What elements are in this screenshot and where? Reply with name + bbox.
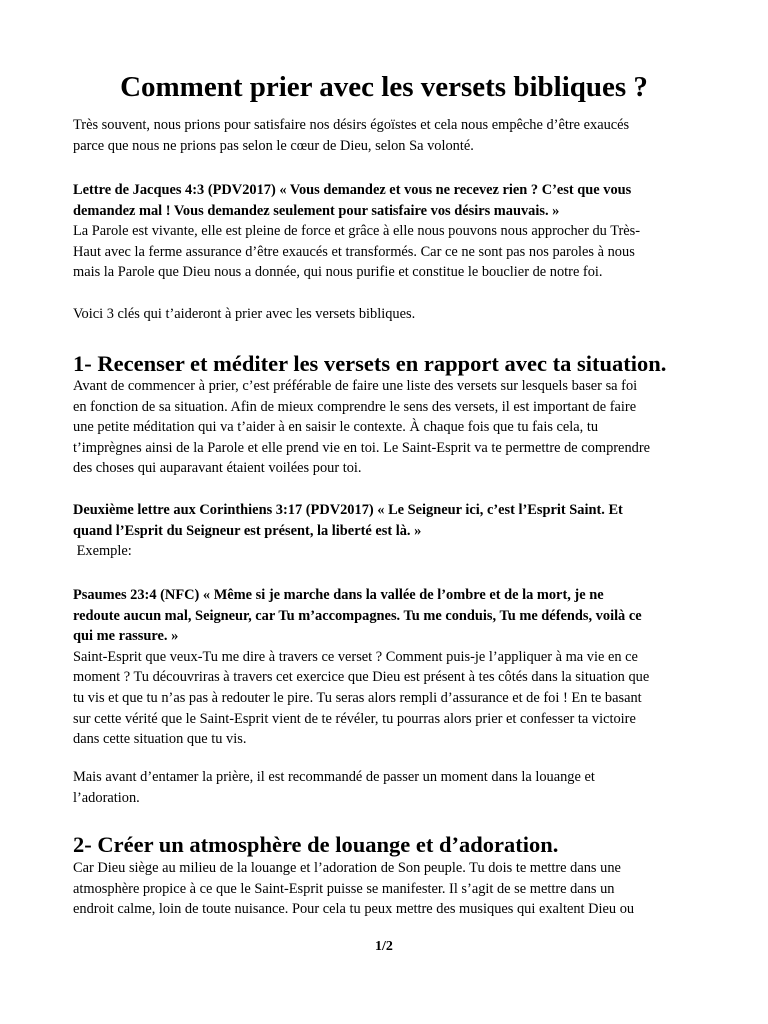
text-line: une petite méditation qui va t’aider à en saisir le contexte. À chaque fois que tu fais cela, tu	[73, 419, 599, 436]
keys-intro-paragraph	[73, 304, 703, 325]
louange-paragraph	[73, 767, 703, 808]
verse-corinthiens	[73, 500, 703, 562]
intro-paragraph	[73, 115, 703, 156]
verse-line: Psaumes 23:4 (NFC) « Même si je marche dans la vallée de l’ombre et de la mort, je ne	[73, 587, 604, 603]
text-line: La Parole est vivante, elle est pleine de force et grâce à elle nous pouvons nous approcher du Très-	[73, 223, 641, 240]
text-line: Mais avant d’entamer la prière, il est recommandé de passer un moment dans la louange et	[73, 769, 595, 785]
text-line: parce que nous ne prions pas selon le cœur de Dieu, selon Sa volonté.	[73, 137, 474, 154]
verse-line: Deuxième lettre aux Corinthiens 3:17 (PDV2017) « Le Seigneur ici, c’est l’Esprit Saint. Et	[73, 502, 623, 518]
document-title: Comment prier avec les versets bibliques ?	[120, 71, 648, 103]
text-line: Haut avec la ferme assurance d’être exaucés et transformés. Car ce ne sont pas nos paroles à nous	[73, 243, 635, 260]
text-line: Saint-Esprit que veux-Tu me dire à travers ce verset ? Comment puis-je l’appliquer à ma vie en ce	[73, 648, 638, 665]
text-line: Car Dieu siège au milieu de la louange et l’adoration de Son peuple. Tu dois te mettre dans une	[73, 860, 621, 876]
text-line: Très souvent, nous prions pour satisfaire nos désirs égoïstes et cela nous empêche d’être exaucés	[73, 117, 630, 133]
verse-line: redoute aucun mal, Seigneur, car Tu m’accompagnes. Tu me conduis, Tu me défends, voilà ce	[73, 607, 642, 624]
text-line: endroit calme, loin de toute nuisance. Pour cela tu peux mettre des musiques qui exaltent Dieu ou	[73, 901, 635, 918]
text-line: Voici 3 clés qui t’aideront à prier avec les versets bibliques.	[73, 306, 416, 322]
text-line: t’imprègnes ainsi de la Parole et elle prend vie en toi. Le Saint-Esprit va te permettre de comprendre	[73, 439, 651, 456]
text-line: en fonction de sa situation. Afin de mieux comprendre le sens des versets, il est important de faire	[73, 398, 637, 415]
section-1-heading: 1- Recenser et méditer les versets en rapport avec ta situation.	[73, 351, 667, 376]
verse-line: Lettre de Jacques 4:3 (PDV2017) « Vous demandez et vous ne recevez rien ? C’est que vous	[73, 182, 632, 198]
text-line: dans cette situation que tu vis.	[73, 731, 247, 748]
section-2-body	[73, 858, 703, 920]
section-2-heading: 2- Créer un atmosphère de louange et d’adoration.	[73, 832, 559, 857]
verse-psaumes	[73, 585, 703, 750]
section-1-body	[73, 376, 703, 479]
text-line: sur cette vérité que le Saint-Esprit vient de te révéler, tu pourras alors prier et confesser ta victoire	[73, 710, 636, 727]
text-line: l’adoration.	[73, 789, 140, 806]
text-line: Avant de commencer à prier, c’est préférable de faire une liste des versets sur lesquels baser sa foi	[73, 378, 638, 394]
text-line: des choses qui auparavant étaient voilées pour toi.	[73, 460, 362, 477]
text-line: moment ? Tu découvriras à travers cet exercice que Dieu est présent à tes côtés dans la situation que	[73, 669, 650, 686]
page-number: 1/2	[375, 939, 393, 954]
text-line: atmosphère propice à ce que le Saint-Esprit puisse se manifester. Il s’agit de se mettre dans un	[73, 880, 615, 897]
verse-line: quand l’Esprit du Seigneur est présent, la liberté est là. »	[73, 522, 422, 539]
text-line: tu vis et que tu n’as pas à redouter le pire. Tu seras alors rempli d’assurance et de foi ! En te basant	[73, 689, 642, 706]
example-label: Exemple:	[73, 543, 132, 560]
verse-jacques	[73, 180, 703, 283]
text-line: mais la Parole que Dieu nous a donnée, qui nous purifie et constitue le bouclier de notre foi.	[73, 264, 603, 281]
verse-line: qui me rassure. »	[73, 628, 179, 645]
verse-line: demandez mal ! Vous demandez seulement pour satisfaire vos désirs mauvais. »	[73, 202, 560, 219]
